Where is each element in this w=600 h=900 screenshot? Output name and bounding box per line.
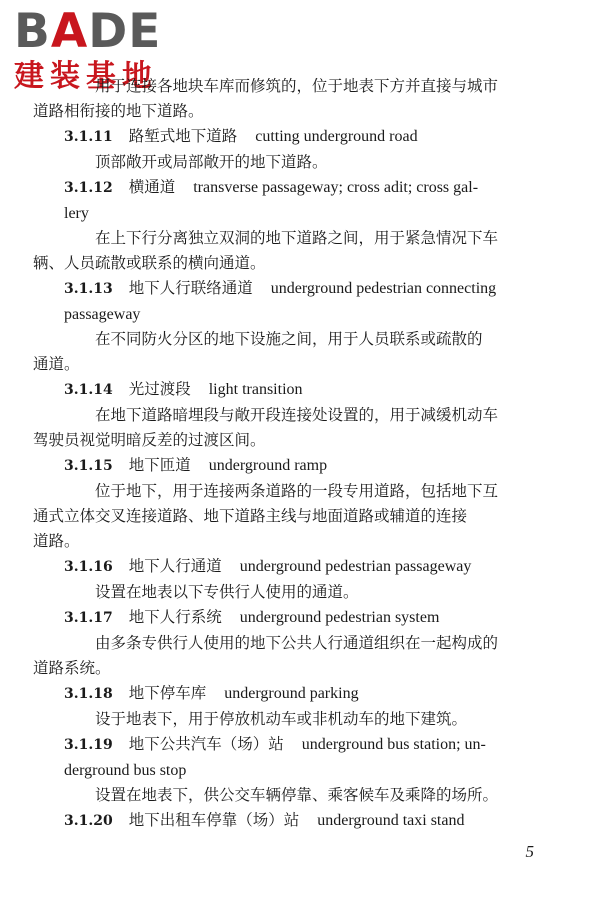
term-heading (64, 605, 550, 631)
term-english: light transition (208, 381, 303, 398)
definition-line: 通式立体交叉连接道路、地下道路主线与地面道路或辅道的连接 (33, 507, 468, 525)
term-definition (64, 707, 550, 732)
term-definition (64, 580, 550, 605)
term-heading (64, 808, 550, 834)
term-chinese: 光过渡段 (128, 380, 191, 398)
term-heading (64, 175, 550, 201)
term-english: underground pedestrian system (239, 609, 440, 626)
definition-line: 辆、人员疏散或联系的横向通道。 (33, 254, 266, 272)
term-definition (33, 403, 550, 453)
definition-line: 在地下道路暗埋段与敞开段连接处设置的，用于减缓机动车 (95, 406, 499, 424)
term-chinese: 地下出租车停靠（场）站 (128, 811, 300, 829)
term-chinese: 地下人行系统 (128, 608, 222, 626)
definition-line: 设置在地表下，供公交车辆停靠、乘客候车及乘降的场所。 (95, 786, 499, 804)
term-definition (64, 783, 550, 808)
document-body (33, 74, 550, 834)
definition-line: 在上下行分离独立双洞的地下道路之间，用于紧急情况下车 (95, 229, 499, 247)
definition-line: 道路系统。 (33, 659, 111, 677)
term-number: 3.1.19 (64, 737, 113, 753)
term-english-continued-text: derground bus stop (64, 762, 187, 779)
definition-line: 驾驶员视觉明暗反差的过渡区间。 (33, 431, 266, 449)
term-english-continued (64, 302, 550, 327)
term-heading (64, 681, 550, 707)
term-chinese: 地下停车库 (128, 684, 207, 702)
term-chinese: 地下匝道 (128, 456, 191, 474)
intro-paragraph: 用于连接各地块车库而修筑的，位于地表下方并直接与城市 道路相衔接的地下道路。 (33, 77, 499, 120)
term-chinese: 地下人行联络通道 (128, 279, 253, 297)
term-heading (64, 453, 550, 479)
term-english-continued (64, 201, 550, 226)
page-number: 5 (525, 842, 534, 861)
definition-line: 位于地下，用于连接两条道路的一段专用道路，包括地下互 (95, 482, 499, 500)
term-english: underground parking (224, 685, 359, 702)
term-english: cutting underground road (255, 128, 418, 145)
definition-line: 设于地表下，用于停放机动车或非机动车的地下建筑。 (95, 710, 468, 728)
term-chinese: 地下人行通道 (128, 557, 222, 575)
term-heading (64, 276, 550, 302)
term-definition (64, 150, 550, 175)
term-english: underground ramp (208, 457, 328, 474)
term-number: 3.1.17 (64, 610, 113, 626)
term-number: 3.1.15 (64, 458, 113, 474)
term-english: underground pedestrian passageway (239, 558, 472, 575)
definition-line: 通道。 (33, 355, 80, 373)
term-english: underground taxi stand (317, 812, 465, 829)
term-english: transverse passageway; cross adit; cross gal- (193, 179, 479, 196)
term-definition (33, 327, 550, 377)
term-number: 3.1.18 (64, 686, 113, 702)
term-heading (64, 554, 550, 580)
term-number: 3.1.16 (64, 559, 113, 575)
definition-line: 在不同防火分区的地下设施之间，用于人员联系或疏散的 (95, 330, 483, 348)
term-number: 3.1.13 (64, 281, 113, 297)
term-english-continued (64, 758, 550, 783)
term-number: 3.1.12 (64, 180, 113, 196)
term-definition (33, 226, 550, 276)
term-number: 3.1.14 (64, 382, 113, 398)
term-chinese: 地下公共汽车（场）站 (128, 735, 284, 753)
term-number: 3.1.11 (64, 129, 113, 145)
logo-subtitle: 建装基地 (14, 59, 158, 94)
term-chinese: 横通道 (128, 178, 176, 196)
term-english: underground bus station; un- (301, 736, 486, 753)
term-english: underground pedestrian connecting (270, 280, 497, 297)
term-definition (33, 631, 550, 681)
term-chinese: 路堑式地下道路 (128, 127, 238, 145)
term-heading (64, 732, 550, 758)
term-english-continued-text: passageway (64, 306, 141, 323)
term-definition (33, 479, 550, 554)
term-number: 3.1.20 (64, 813, 113, 829)
definition-line: 设置在地表以下专供行人使用的通道。 (95, 583, 359, 601)
term-heading (64, 377, 550, 403)
definition-line: 顶部敞开或局部敞开的地下道路。 (95, 153, 328, 171)
definition-line: 由多条专供行人使用的地下公共人行通道组织在一起构成的 (95, 634, 499, 652)
term-english-continued-text: lery (64, 205, 89, 222)
logo-wordmark: BADE (14, 4, 162, 59)
definition-line: 道路。 (33, 532, 80, 550)
term-heading (64, 124, 550, 150)
